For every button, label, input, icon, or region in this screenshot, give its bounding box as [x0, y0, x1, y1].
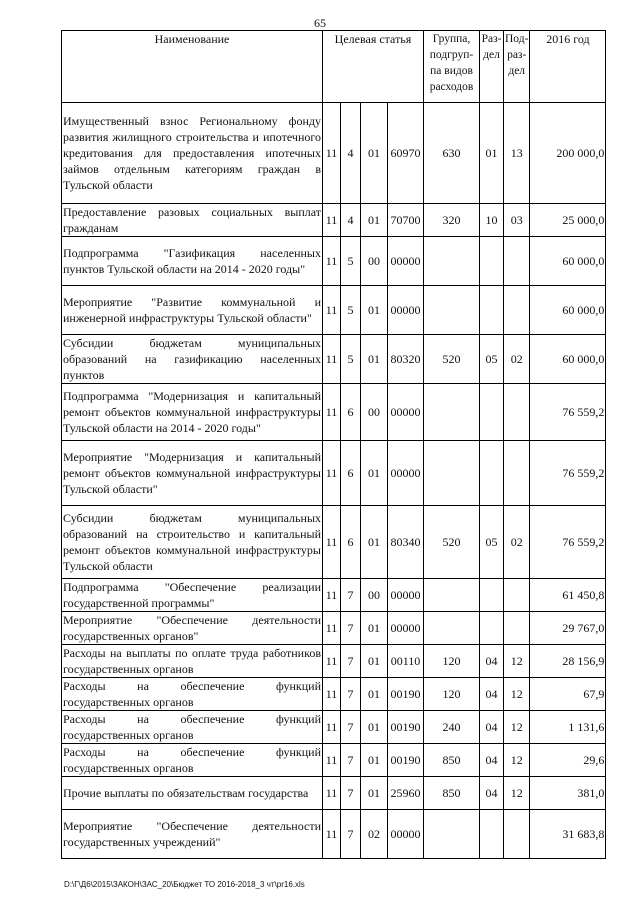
target-code-event: 01 — [361, 612, 388, 645]
subsection-code: 02 — [504, 506, 530, 579]
amount-2016: 1 131,6 — [530, 711, 606, 744]
target-code-event: 00 — [361, 579, 388, 612]
row-name: Мероприятие "Обеспечение деятельности государственных органов" — [63, 613, 321, 643]
target-code-program: 11 — [323, 103, 341, 204]
target-code-subprogram: 6 — [341, 441, 361, 506]
amount-2016: 61 450,8 — [530, 579, 606, 612]
target-code-program: 11 — [323, 612, 341, 645]
target-code-program: 11 — [323, 810, 341, 859]
row-name: Мероприятие "Обеспечение деятельности государственных учреждений" — [62, 810, 323, 859]
target-code-subprogram: 6 — [341, 384, 361, 441]
subsection-code — [504, 384, 530, 441]
row-name: Расходы на обеспечение функций государственных органов — [63, 712, 321, 742]
amount-2016: 60 000,0 — [530, 335, 606, 384]
amount-2016: 28 156,9 — [530, 645, 606, 678]
target-code-program: 11 — [323, 579, 341, 612]
section-code: 04 — [480, 645, 504, 678]
row-name: Прочие выплаты по обязательствам государства — [62, 777, 323, 810]
target-code-subprogram: 7 — [341, 612, 361, 645]
target-code-direction: 00000 — [388, 441, 424, 506]
expense-group-code: 120 — [424, 645, 480, 678]
target-code-program: 11 — [323, 335, 341, 384]
amount-2016: 76 559,2 — [530, 506, 606, 579]
amount-2016: 381,0 — [530, 777, 606, 810]
target-code-direction: 00190 — [388, 711, 424, 744]
header-expense-group: Группа, подгруп-па видов расходов — [424, 31, 480, 103]
row-name: Субсидии бюджетам муниципальных образований на газификацию населенных пунктов — [63, 336, 321, 382]
target-code-program: 11 — [323, 744, 341, 777]
target-code-direction: 00110 — [388, 645, 424, 678]
target-code-direction: 00000 — [388, 286, 424, 335]
target-code-event: 01 — [361, 645, 388, 678]
target-code-subprogram: 7 — [341, 777, 361, 810]
table-header — [62, 31, 606, 103]
header-year-2016: 2016 год — [530, 31, 606, 103]
amount-2016: 31 683,8 — [530, 810, 606, 859]
subsection-code — [504, 237, 530, 286]
expense-group-code — [424, 237, 480, 286]
table-row — [62, 286, 606, 335]
section-code: 05 — [480, 335, 504, 384]
section-code — [480, 441, 504, 506]
target-code-event: 02 — [361, 810, 388, 859]
subsection-code — [504, 441, 530, 506]
table-row — [62, 711, 606, 744]
row-name: Подпрограмма "Газификация населенных пунктов Тульской области на 2014 - 2020 годы" — [62, 237, 323, 286]
budget-table — [61, 30, 606, 859]
table-row — [62, 777, 606, 810]
amount-2016: 29,6 — [530, 744, 606, 777]
table-row — [62, 441, 606, 506]
target-code-event: 01 — [361, 506, 388, 579]
target-code-subprogram: 5 — [341, 335, 361, 384]
section-code — [480, 384, 504, 441]
section-code: 10 — [480, 204, 504, 237]
target-code-subprogram: 7 — [341, 678, 361, 711]
row-name: Имущественный взнос Региональному фонду развития жилищного строительства и ипотечного кредитования для предоставления ипотечных займов отдельным категориям граждан в Тульской области — [62, 103, 323, 204]
subsection-code — [504, 286, 530, 335]
section-code: 04 — [480, 744, 504, 777]
target-code-direction: 70700 — [388, 204, 424, 237]
amount-2016: 67,9 — [530, 678, 606, 711]
row-name: Расходы на обеспечение функций государственных органов — [63, 679, 321, 709]
row-name: Мероприятие "Развитие коммунальной и инженерной инфраструктуры Тульской области" — [62, 286, 323, 335]
section-code: 04 — [480, 777, 504, 810]
target-code-event: 01 — [361, 204, 388, 237]
target-code-program: 11 — [323, 711, 341, 744]
table-body — [62, 103, 606, 859]
target-code-direction: 00000 — [388, 384, 424, 441]
target-code-event: 01 — [361, 711, 388, 744]
subsection-code — [504, 810, 530, 859]
section-code — [480, 612, 504, 645]
target-code-program: 11 — [323, 441, 341, 506]
expense-group-code — [424, 612, 480, 645]
section-code: 04 — [480, 711, 504, 744]
header-section: Раз-дел — [480, 31, 504, 103]
target-code-event: 01 — [361, 777, 388, 810]
target-code-subprogram: 5 — [341, 286, 361, 335]
subsection-code: 12 — [504, 678, 530, 711]
target-code-subprogram: 7 — [341, 579, 361, 612]
row-name: Расходы на обеспечение функций государственных органов — [63, 745, 321, 775]
subsection-code: 12 — [504, 645, 530, 678]
section-code — [480, 237, 504, 286]
target-code-program: 11 — [323, 237, 341, 286]
expense-group-code: 520 — [424, 506, 480, 579]
expense-group-code — [424, 579, 480, 612]
target-code-subprogram: 4 — [341, 204, 361, 237]
target-code-event: 01 — [361, 286, 388, 335]
table-row — [62, 204, 606, 237]
subsection-code: 03 — [504, 204, 530, 237]
expense-group-code: 320 — [424, 204, 480, 237]
target-code-direction: 00000 — [388, 237, 424, 286]
target-code-subprogram: 7 — [341, 711, 361, 744]
target-code-event: 01 — [361, 744, 388, 777]
subsection-code: 02 — [504, 335, 530, 384]
target-code-subprogram: 5 — [341, 237, 361, 286]
target-code-program: 11 — [323, 384, 341, 441]
expense-group-code: 240 — [424, 711, 480, 744]
amount-2016: 76 559,2 — [530, 441, 606, 506]
amount-2016: 29 767,0 — [530, 612, 606, 645]
target-code-event: 00 — [361, 384, 388, 441]
table-row — [62, 384, 606, 441]
target-code-program: 11 — [323, 506, 341, 579]
expense-group-code: 850 — [424, 777, 480, 810]
target-code-direction: 00000 — [388, 579, 424, 612]
table-row — [62, 678, 606, 711]
table-row — [62, 579, 606, 612]
target-code-subprogram: 4 — [341, 103, 361, 204]
target-code-direction: 80320 — [388, 335, 424, 384]
expense-group-code: 850 — [424, 744, 480, 777]
row-name: Субсидии бюджетам муниципальных образований на строительство и капитальный ремонт объектов коммунальной инфраструктуры Тульской области — [62, 506, 323, 579]
target-code-direction: 00000 — [388, 612, 424, 645]
target-code-event: 00 — [361, 237, 388, 286]
table-row — [62, 506, 606, 579]
target-code-program: 11 — [323, 678, 341, 711]
file-path-footer: D:\Г\Д6\2015\ЗАКОН\ЗАС_20\Бюджет ТО 2016-2018_3 чт\pr16.xls — [64, 880, 305, 889]
header-name: Наименование — [62, 31, 323, 103]
subsection-code: 12 — [504, 777, 530, 810]
expense-group-code — [424, 810, 480, 859]
expense-group-code: 630 — [424, 103, 480, 204]
header-target-article: Целевая статья — [323, 31, 424, 103]
row-name: Предоставление разовых социальных выплат гражданам — [63, 205, 321, 235]
section-code: 01 — [480, 103, 504, 204]
expense-group-code — [424, 384, 480, 441]
header-subsection: Под-раз-дел — [504, 31, 530, 103]
amount-2016: 76 559,2 — [530, 384, 606, 441]
target-code-subprogram: 7 — [341, 810, 361, 859]
row-name: Мероприятие "Модернизация и капитальный ремонт объектов коммунальной инфраструктуры Тульской области" — [62, 441, 323, 506]
target-code-subprogram: 7 — [341, 744, 361, 777]
table-row — [62, 810, 606, 859]
section-code: 05 — [480, 506, 504, 579]
section-code: 04 — [480, 678, 504, 711]
target-code-program: 11 — [323, 777, 341, 810]
target-code-subprogram: 6 — [341, 506, 361, 579]
subsection-code — [504, 612, 530, 645]
row-name: Расходы на выплаты по оплате труда работников государственных органов — [63, 646, 321, 676]
subsection-code — [504, 579, 530, 612]
expense-group-code: 120 — [424, 678, 480, 711]
amount-2016: 60 000,0 — [530, 286, 606, 335]
target-code-program: 11 — [323, 204, 341, 237]
target-code-event: 01 — [361, 678, 388, 711]
target-code-direction: 00000 — [388, 810, 424, 859]
subsection-code: 12 — [504, 711, 530, 744]
page-number: 65 — [314, 16, 326, 30]
amount-2016: 60 000,0 — [530, 237, 606, 286]
row-name: Подпрограмма "Обеспечение реализации государственной программы" — [63, 580, 321, 610]
subsection-code: 13 — [504, 103, 530, 204]
target-code-subprogram: 7 — [341, 645, 361, 678]
row-name: Подпрограмма "Модернизация и капитальный ремонт объектов коммунальной инфраструктуры Тульской области на 2014 - 2020 годы" — [62, 384, 323, 441]
table-row — [62, 237, 606, 286]
table-row — [62, 744, 606, 777]
target-code-program: 11 — [323, 286, 341, 335]
expense-group-code — [424, 441, 480, 506]
section-code — [480, 579, 504, 612]
target-code-direction: 25960 — [388, 777, 424, 810]
target-code-direction: 00190 — [388, 744, 424, 777]
target-code-direction: 60970 — [388, 103, 424, 204]
target-code-program: 11 — [323, 645, 341, 678]
expense-group-code: 520 — [424, 335, 480, 384]
table-row — [62, 103, 606, 204]
amount-2016: 25 000,0 — [530, 204, 606, 237]
amount-2016: 200 000,0 — [530, 103, 606, 204]
target-code-event: 01 — [361, 103, 388, 204]
table-row — [62, 612, 606, 645]
expense-group-code — [424, 286, 480, 335]
table-row — [62, 335, 606, 384]
table-row — [62, 645, 606, 678]
subsection-code: 12 — [504, 744, 530, 777]
section-code — [480, 810, 504, 859]
target-code-event: 01 — [361, 335, 388, 384]
target-code-direction: 80340 — [388, 506, 424, 579]
target-code-event: 01 — [361, 441, 388, 506]
target-code-direction: 00190 — [388, 678, 424, 711]
section-code — [480, 286, 504, 335]
